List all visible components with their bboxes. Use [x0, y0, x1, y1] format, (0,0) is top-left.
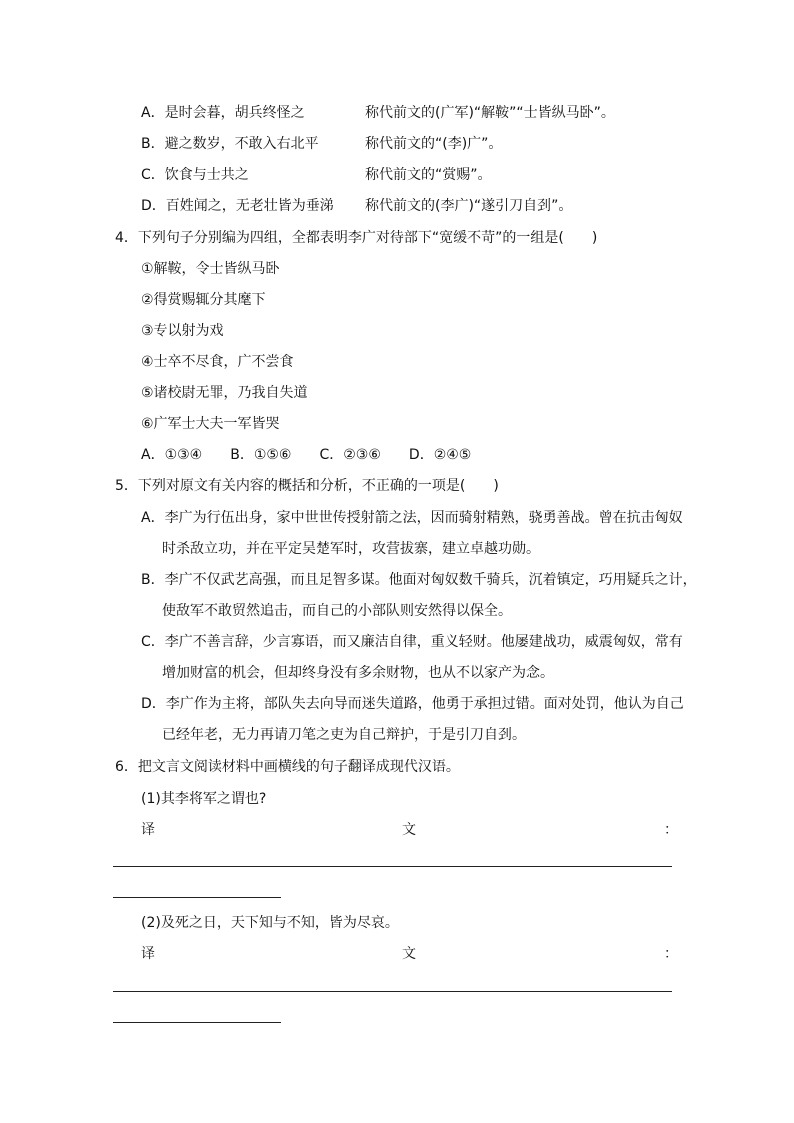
q6-stem: 6．把文言文阅读材料中画横线的句子翻译成现代汉语。	[115, 759, 460, 775]
q3-option-c-note: 称代前文的“赏赐”。	[365, 167, 492, 183]
q5-option-c-line2: 增加财富的机会，但却终身没有多余财物，也从不以家产为念。	[162, 665, 554, 681]
q3-option-d: D．百姓闻之，无老壮皆为垂涕	[141, 198, 334, 214]
q3-option-b-note: 称代前文的“(李)广”。	[365, 136, 503, 152]
q5-option-d-line2: 已经年老，无力再请刀笔之吏为自己辩护，于是引刀自刭。	[162, 727, 526, 743]
q4-item: ③专以射为戏	[141, 323, 224, 339]
q5-option-c-line1: C．李广不善言辞，少言寡语，而又廉洁自律，重义轻财。他屡建战功，威震匈奴，常有	[141, 634, 683, 650]
q5-option-b-line1: B．李广不仅武艺高强，而且足智多谋。他面对匈奴数千骑兵，沉着镇定，巧用疑兵之计，	[141, 572, 697, 588]
q3-option-d-note: 称代前文的(李广)“遂引刀自刭”。	[365, 198, 573, 214]
q6-part-2-label-wen: 文	[402, 946, 416, 962]
q5-stem: 5．下列对原文有关内容的概括和分析，不正确的一项是( )	[115, 478, 499, 494]
q6-part-2-sentence: (2)及死之日，天下知与不知，皆为尽哀。	[141, 915, 399, 931]
q6-part-2-answer-line-short[interactable]	[113, 1022, 281, 1023]
q6-part-2-label-yi: 译	[141, 946, 155, 962]
q4-item: ④士卒不尽食，广不尝食	[141, 354, 294, 370]
q5-option-d-line1: D．李广作为主将，部队失去向导而迷失道路，他勇于承担过错。面对处罚，他认为自己	[141, 696, 684, 712]
q5-option-a-line1: A．李广为行伍出身，家中世世传授射箭之法，因而骑射精熟，骁勇善战。曾在抗击匈奴	[141, 510, 683, 526]
q6-part-1-label-yi: 译	[141, 822, 155, 838]
q3-option-b: B．避之数岁，不敢入右北平	[141, 136, 319, 152]
q6-part-1-answer-line-short[interactable]	[113, 897, 281, 898]
q4-item: ⑥广军士大夫一军皆哭	[141, 416, 280, 432]
q3-option-a: A．是时会暮，胡兵终怪之	[141, 105, 305, 121]
q4-choices: A．①③④ B．①⑤⑥ C．②③⑥ D．②④⑤	[141, 447, 472, 463]
q4-item: ⑤诸校尉无罪，乃我自失道	[141, 385, 308, 401]
q4-item: ①解鞍，令士皆纵马卧	[141, 261, 280, 277]
q6-part-2-answer-line[interactable]	[113, 991, 672, 992]
q6-part-1-colon: ：	[664, 822, 678, 838]
q6-part-1-sentence: (1)其李将军之谓也?	[141, 791, 267, 807]
q6-part-1-label-wen: 文	[402, 822, 416, 838]
q3-option-c: C．饮食与士共之	[141, 167, 249, 183]
q3-option-a-note: 称代前文的(广军)“解鞍”“士皆纵马卧”。	[365, 105, 615, 121]
q6-part-1-answer-line[interactable]	[113, 866, 672, 867]
q5-option-a-line2: 时杀敌立功，并在平定吴楚军时，攻营拔寨，建立卓越功勋。	[162, 541, 540, 557]
q4-stem: 4．下列句子分别编为四组，全都表明李广对待部下“宽缓不苛”的一组是( )	[115, 230, 598, 246]
q5-option-b-line2: 使敌军不敢贸然追击，而自己的小部队则安然得以保全。	[162, 603, 512, 619]
q6-part-2-colon: ：	[664, 946, 678, 962]
q4-item: ②得赏赐辄分其麾下	[141, 292, 266, 308]
